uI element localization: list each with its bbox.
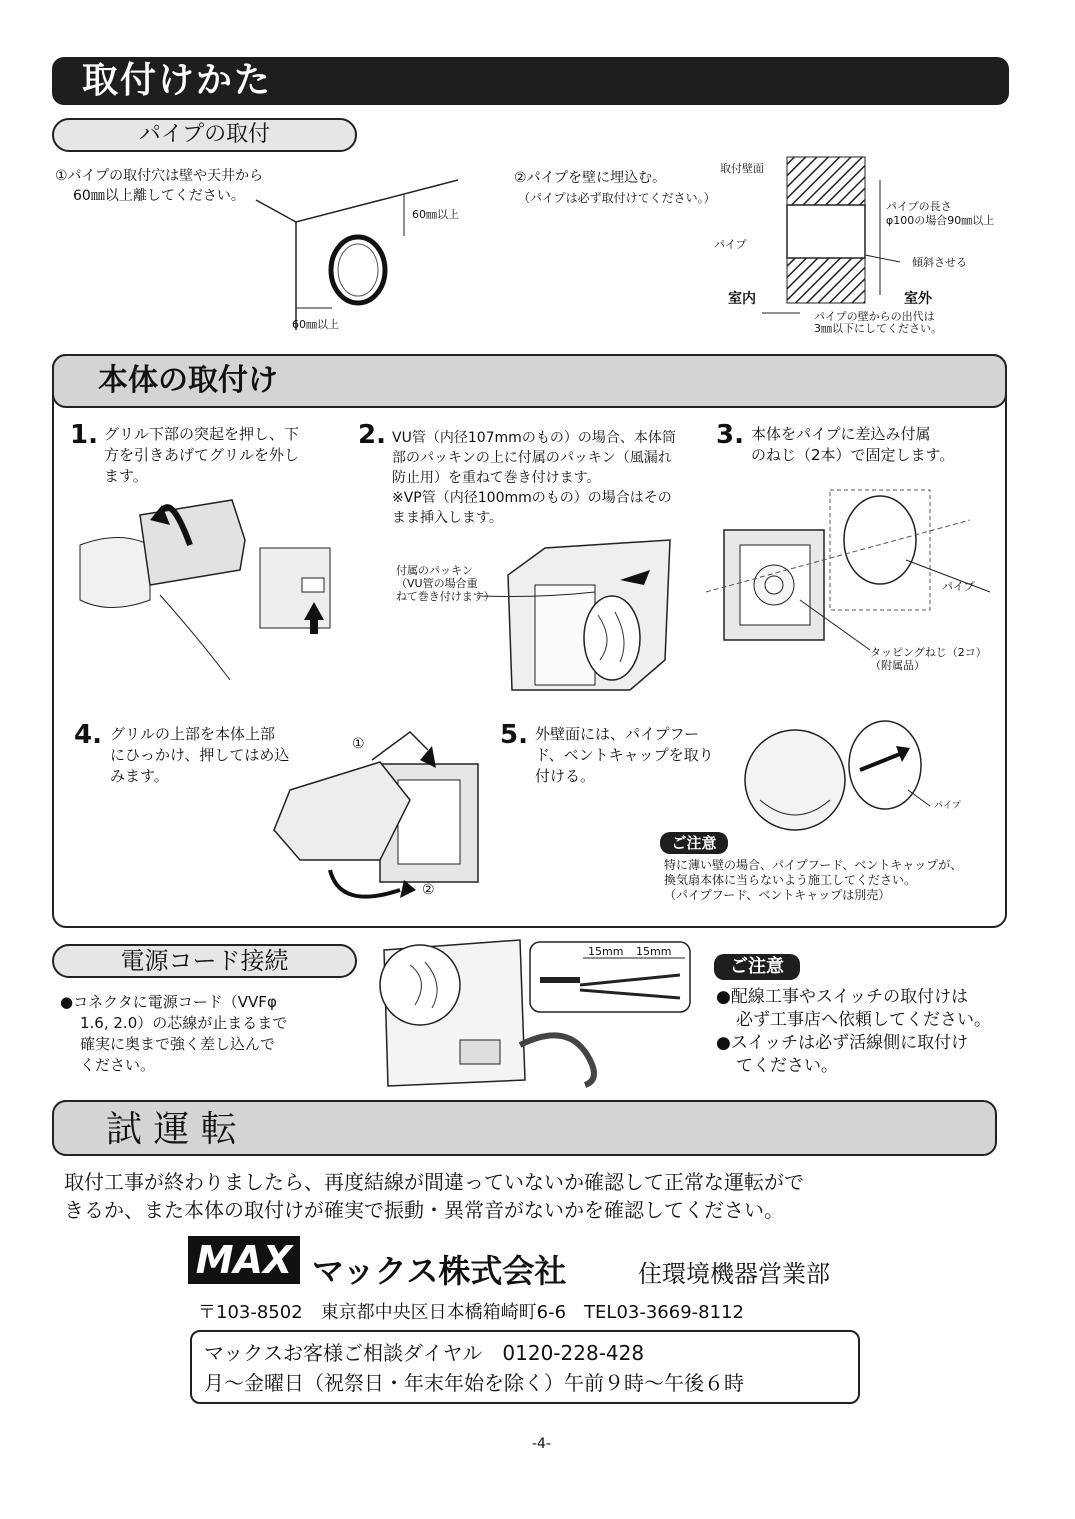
test-run-line: きるか、また本体の取付けが確実で振動・異常音がないかを確認してください。: [64, 1198, 784, 1222]
dial-line-2: 月～金曜日（祝祭日・年末年始を除く）午前９時～午後６時: [204, 1371, 744, 1395]
pipe-step1-line2: 60㎜以上離してください。: [73, 188, 245, 204]
body-install-heading: 本体の取付け: [52, 354, 1007, 408]
step2-line: 部のパッキンの上に付属のパッキン（風漏れ: [392, 450, 672, 466]
step2-note-line: ねて巻き付けます）: [396, 590, 495, 603]
power-caution-line: ●スイッチは必ず活線側に取付け: [716, 1033, 969, 1053]
step2-line: ※VP管（内径100mmのもの）の場合はその: [392, 490, 672, 506]
label-pipe: パイプ: [714, 238, 747, 251]
power-line: ●コネクタに電源コード（VVFφ: [60, 993, 277, 1011]
step3-pipe-label: パイプ: [942, 580, 975, 593]
power-illustration: [0, 0, 1, 1]
caution-line: 換気扇本体に当らないよう施工してください。: [664, 873, 917, 887]
label-tilt: 傾斜させる: [912, 256, 967, 269]
test-run-line: 取付工事が終わりましたら、再度結線が間違っていないか確認して正常な運転がで: [64, 1170, 804, 1194]
power-line: ください。: [80, 1056, 156, 1074]
step3-screw-label: タッピングねじ（2コ）: [870, 646, 987, 659]
step3-line: 本体をパイプに差込み付属: [751, 425, 931, 443]
caution-line: 特に薄い壁の場合、パイプフード、ベントキャップが、: [664, 858, 963, 872]
step3-number: 3.: [716, 420, 744, 450]
dim-label-60mm-side: 60㎜以上: [292, 318, 339, 331]
step2-note-line: 付属のパッキン: [396, 564, 473, 577]
page-title: 取付けかた: [52, 57, 1009, 105]
step4-number: 4.: [74, 720, 102, 750]
caution-badge-power: ご注意: [714, 954, 800, 980]
step1-line: グリル下部の突起を押し、下: [104, 425, 300, 443]
company-address: 〒103-8502 東京都中央区日本橋箱崎町6-6 TEL03-3669-8112: [198, 1302, 744, 1323]
label-wall-face: 取付壁面: [720, 162, 764, 175]
dim-15mm-1: 15mm: [588, 945, 624, 958]
step2-line: VU管（内径107mmのもの）の場合、本体筒: [392, 430, 676, 446]
dim-label-60mm-top: 60㎜以上: [412, 208, 459, 221]
step1-line: 方を引きあげてグリルを外し: [104, 446, 300, 464]
max-logo: MAX: [188, 1236, 300, 1284]
label-indoor: 室内: [728, 291, 756, 307]
pipe-step2-line1: ②パイプを壁に埋込む。: [514, 170, 667, 186]
power-caution-line: 必ず工事店へ依頼してください。: [736, 1010, 991, 1030]
label-outdoor: 室外: [904, 291, 932, 307]
step5-number: 5.: [500, 720, 528, 750]
dim-15mm-2: 15mm: [636, 945, 672, 958]
power-caution-line: てください。: [736, 1056, 838, 1076]
power-line: 確実に奥まで強く差し込んで: [80, 1035, 276, 1053]
step4-line: グリルの上部を本体上部: [110, 725, 276, 743]
step5-line: 外壁面には、パイプフー: [535, 725, 700, 743]
step1-number: 1.: [70, 420, 98, 450]
label-pipe-length-2: φ100の場合90㎜以上: [886, 214, 995, 227]
test-run-heading: 試 運 転: [52, 1100, 997, 1156]
caution-badge-body: ご注意: [660, 832, 728, 854]
pipe-step1-line1: ①パイプの取付穴は壁や天井から: [55, 168, 264, 184]
pipe-step2-line2: （パイプは必ず取付けてください。）: [518, 191, 716, 205]
company-name: マックス株式会社: [312, 1252, 567, 1290]
power-line: 1.6, 2.0）の芯線が止まるまで: [80, 1014, 288, 1032]
step3-line: のねじ（2本）で固定します。: [751, 446, 955, 464]
step2-line: 防止用）を重ねて巻き付けます。: [392, 470, 601, 486]
step3-screw-label: （附属品）: [870, 659, 925, 672]
caution-line: （パイプフード、ベントキャップは別売）: [664, 888, 891, 902]
step1-line: ます。: [104, 467, 148, 485]
step5-line: 付ける。: [535, 767, 596, 785]
step2-line: まま挿入します。: [392, 510, 503, 526]
page-number: -4-: [532, 1436, 552, 1452]
section-label-pipe: パイプの取付: [52, 118, 357, 152]
step4-mark2: ②: [422, 882, 435, 898]
step2-number: 2.: [358, 420, 386, 450]
label-protrusion: パイプの壁からの出代は: [814, 310, 935, 323]
company-dept: 住環境機器営業部: [638, 1260, 830, 1288]
dial-line-1: マックスお客様ご相談ダイヤル 0120-228-428: [204, 1341, 645, 1365]
step5-line: ド、ベントキャップを取り: [535, 746, 714, 764]
power-caution-line: ●配線工事やスイッチの取付けは: [716, 987, 969, 1007]
label-protrusion-2: 3㎜以下にしてください。: [814, 322, 942, 335]
step4-line: にひっかけ、押してはめ込: [110, 746, 290, 764]
label-pipe-length: パイプの長さ: [886, 200, 952, 213]
section-label-power: 電源コード接続: [52, 944, 357, 978]
step4-line: みます。: [110, 767, 169, 785]
step4-mark1: ①: [352, 736, 365, 752]
step5-pipe-label: パイプ: [934, 801, 961, 811]
step2-note-line: （VU管の場合重: [396, 577, 478, 590]
